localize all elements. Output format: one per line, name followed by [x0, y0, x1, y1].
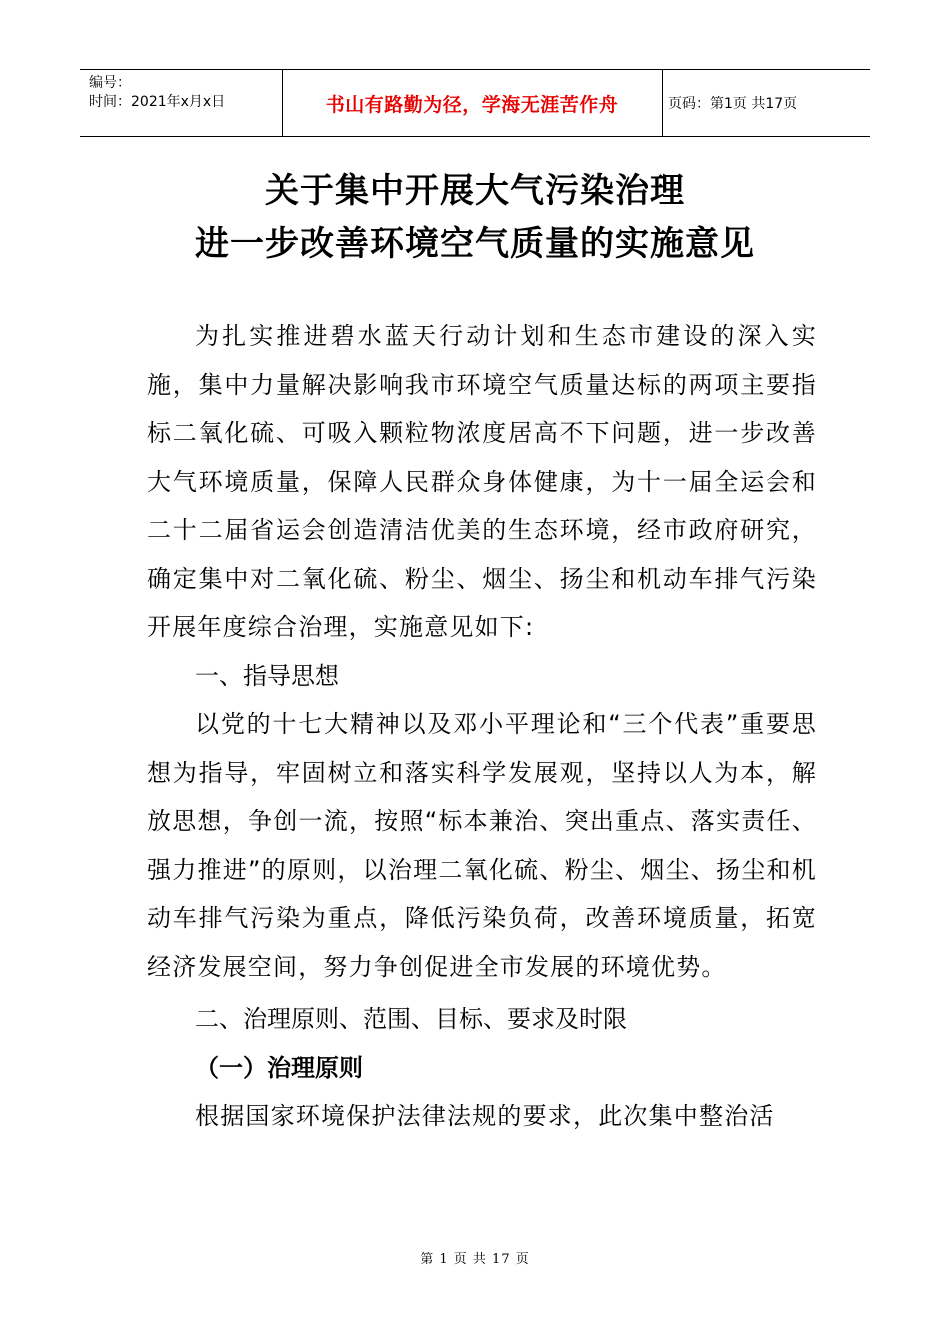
subsection1-paragraph: 根据国家环境保护法律法规的要求，此次集中整治活	[195, 1102, 775, 1130]
time-label: 时间：2021年x月x日	[89, 94, 226, 110]
number-label: 编号：	[89, 75, 131, 91]
document-header	[80, 69, 870, 137]
subsection1-heading: （一）治理原则	[195, 1053, 363, 1082]
section1-paragraph: 以党的十七大精神以及邓小平理论和“三个代表”重要思想为指导，牢固树立和落实科学发展观，坚持以人为本，解放思想，争创一流，按照“标本兼治、突出重点、落实责任、强力推进”的原则，以治理二氧化硫、粉尘、烟尘、扬尘和机动车排气污染为重点，降低污染负荷，改善环境质量，拓宽经济发展空间，努力争创促进全市发展的环境优势。	[147, 710, 817, 981]
header-meta	[89, 74, 225, 112]
intro-paragraph: 为扎实推进碧水蓝天行动计划和生态市建设的深入实施，集中力量解决影响我市环境空气质量达标的两项主要指标二氧化硫、可吸入颗粒物浓度居高不下问题，进一步改善大气环境质量，保障人民群众身体健康，为十一届全运会和二十二届省运会创造清洁优美的生态环境，经市政府研究，确定集中对二氧化硫、粉尘、烟尘、扬尘和机动车排气污染开展年度综合治理，实施意见如下:	[147, 322, 817, 641]
document-body	[147, 312, 817, 1141]
section1-heading: 一、指导思想	[195, 661, 339, 690]
document-title-line2: 进一步改善环境空气质量的实施意见	[195, 224, 755, 264]
page-footer: 第 1 页 共 17 页	[420, 1252, 530, 1267]
header-motto: 书山有路勤为径，学海无涯苦作舟	[325, 93, 619, 116]
header-page-info: 页码：第1页 共17页	[668, 96, 798, 112]
document-title-line1: 关于集中开展大气污染治理	[265, 171, 685, 211]
header-divider	[662, 70, 663, 136]
section2-heading: 二、治理原则、范围、目标、要求及时限	[195, 1005, 627, 1033]
